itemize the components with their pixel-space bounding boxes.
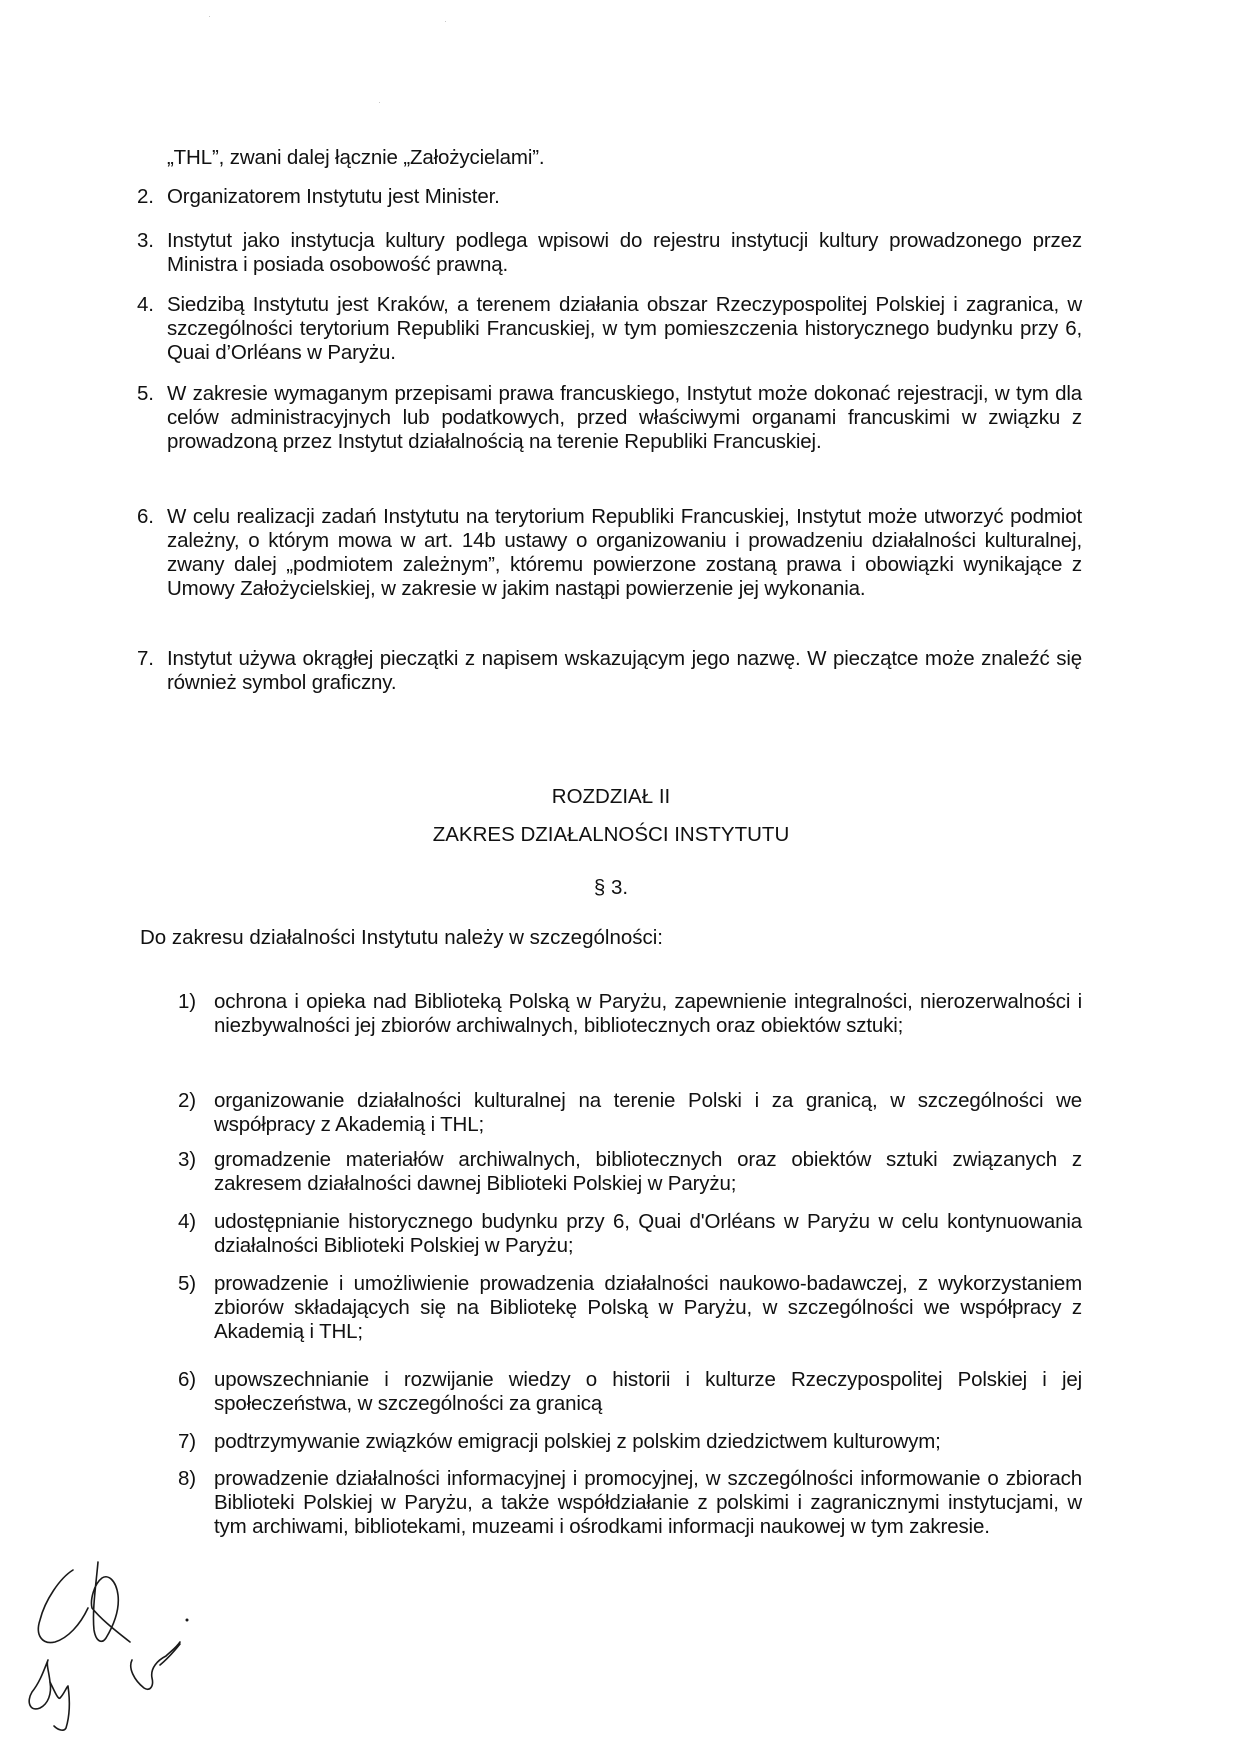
- paragraph-mark: § 3.: [593, 876, 629, 899]
- scope-item: [178, 1089, 1082, 1137]
- chapter-subtitle: ZAKRES DZIAŁALNOŚCI INSTYTUTU: [432, 823, 790, 846]
- item-number: 6.: [137, 505, 154, 528]
- scan-speck: [209, 16, 210, 17]
- scope-item: [178, 990, 1082, 1038]
- section-item: [137, 185, 1082, 209]
- item-text: organizowanie działalności kulturalnej na terenie Polski i za granicą, w szczególności we współpracy z Akademią i THL;: [214, 1089, 1082, 1136]
- item-text: prowadzenie działalności informacyjnej i promocyjnej, w szczególności informowanie o zbiorach Biblioteki Polskiej w Paryżu, a także współdziałanie z polskimi i zagranicznymi instytucjami, w tym archiwami, bibliotekami, muzeami i ośrodkami informacji naukowej w tym zakresie.: [214, 1467, 1082, 1538]
- item-text: prowadzenie i umożliwienie prowadzenia działalności naukowo-badawczej, z wykorzystaniem zbiorów składających się na Bibliotekę Polską w Paryżu, w szczególności we współpracy z Akademią i THL;: [214, 1272, 1082, 1343]
- item-text: udostępnianie historycznego budynku przy 6, Quai d'Orléans w Paryżu w celu kontynuowania działalności Biblioteki Polskiej w Paryżu;: [214, 1210, 1082, 1257]
- signature-dot: [186, 1619, 189, 1622]
- item-text: Siedzibą Instytutu jest Kraków, a terenem działania obszar Rzeczypospolitej Polskiej i zagranica, w szczególności terytorium Republiki Francuskiej, w tym pomieszczenia historycznego budynku przy 6, Quai d’Orléans w Paryżu.: [167, 293, 1082, 364]
- scope-item: [178, 1467, 1082, 1539]
- item-number: 2): [178, 1089, 196, 1112]
- item-text: upowszechnianie i rozwijanie wiedzy o historii i kulturze Rzeczypospolitej Polskiej i jej społeczeństwa, w szczególności za granicą: [214, 1368, 1082, 1415]
- item-number: 3): [178, 1148, 196, 1171]
- item-number: 3.: [137, 229, 154, 252]
- item-number: 4.: [137, 293, 154, 316]
- scope-item: [178, 1148, 1082, 1196]
- section-item: [137, 382, 1082, 454]
- item-number: 4): [178, 1210, 196, 1233]
- section-item: [137, 293, 1082, 365]
- item-text: podtrzymywanie związków emigracji polskiej z polskim dziedzictwem kulturowym;: [214, 1430, 941, 1453]
- scan-speck: [379, 102, 380, 103]
- item-text: Instytut używa okrągłej pieczątki z napisem wskazującym jego nazwę. W pieczątce może znaleźć się również symbol graficzny.: [167, 647, 1082, 694]
- scope-intro: Do zakresu działalności Instytutu należy w szczególności:: [140, 926, 663, 949]
- item-number: 2.: [137, 185, 154, 208]
- continuation-line: [167, 146, 1082, 170]
- item-number: 5): [178, 1272, 196, 1295]
- item-number: 8): [178, 1467, 196, 1490]
- scope-item: [178, 1272, 1082, 1344]
- item-number: 1): [178, 990, 196, 1013]
- chapter-title: ROZDZIAŁ II: [551, 785, 671, 808]
- item-number: 7.: [137, 647, 154, 670]
- item-text: Instytut jako instytucja kultury podlega wpisowi do rejestru instytucji kultury prowadzonego przez Ministra i posiada osobowość prawną.: [167, 229, 1082, 276]
- item-text: W celu realizacji zadań Instytutu na terytorium Republiki Francuskiej, Instytut może utworzyć podmiot zależny, o którym mowa w art. 14b ustawy o organizowaniu i prowadzeniu działalności kulturalnej, zwany dalej „podmiotem zależnym”, któremu powierzone zostaną prawa i obowiązki wynikające z Umowy Założycielskiej, w zakresie w jakim nastąpi powierzenie jej wykonania.: [167, 505, 1082, 600]
- item-number: 6): [178, 1368, 196, 1391]
- item-text: W zakresie wymaganym przepisami prawa francuskiego, Instytut może dokonać rejestracji, w tym dla celów administracyjnych lub podatkowych, przed właściwymi organami francuskimi w związku z prowadzoną przez Instytut działalnością na terenie Republiki Francuskiej.: [167, 382, 1082, 453]
- item-text: ochrona i opieka nad Biblioteką Polską w Paryżu, zapewnienie integralności, nierozerwalności i niezbywalności jej zbiorów archiwalnych, bibliotecznych oraz obiektów sztuki;: [214, 990, 1082, 1037]
- scan-speck: [445, 21, 446, 22]
- scope-item: [178, 1210, 1082, 1258]
- section-item: [137, 505, 1082, 601]
- continuation-text: „THL”, zwani dalej łącznie „Założycielami”.: [167, 146, 545, 169]
- section-item: [137, 647, 1082, 695]
- handwritten-signature-icon: [20, 1560, 280, 1740]
- section-item: [137, 229, 1082, 277]
- scope-item: [178, 1430, 1082, 1454]
- item-text: gromadzenie materiałów archiwalnych, bibliotecznych oraz obiektów sztuki związanych z zakresem działalności dawnej Biblioteki Polskiej w Paryżu;: [214, 1148, 1082, 1195]
- item-number: 5.: [137, 382, 154, 405]
- item-text: Organizatorem Instytutu jest Minister.: [167, 185, 500, 208]
- scope-item: [178, 1368, 1082, 1416]
- item-number: 7): [178, 1430, 196, 1453]
